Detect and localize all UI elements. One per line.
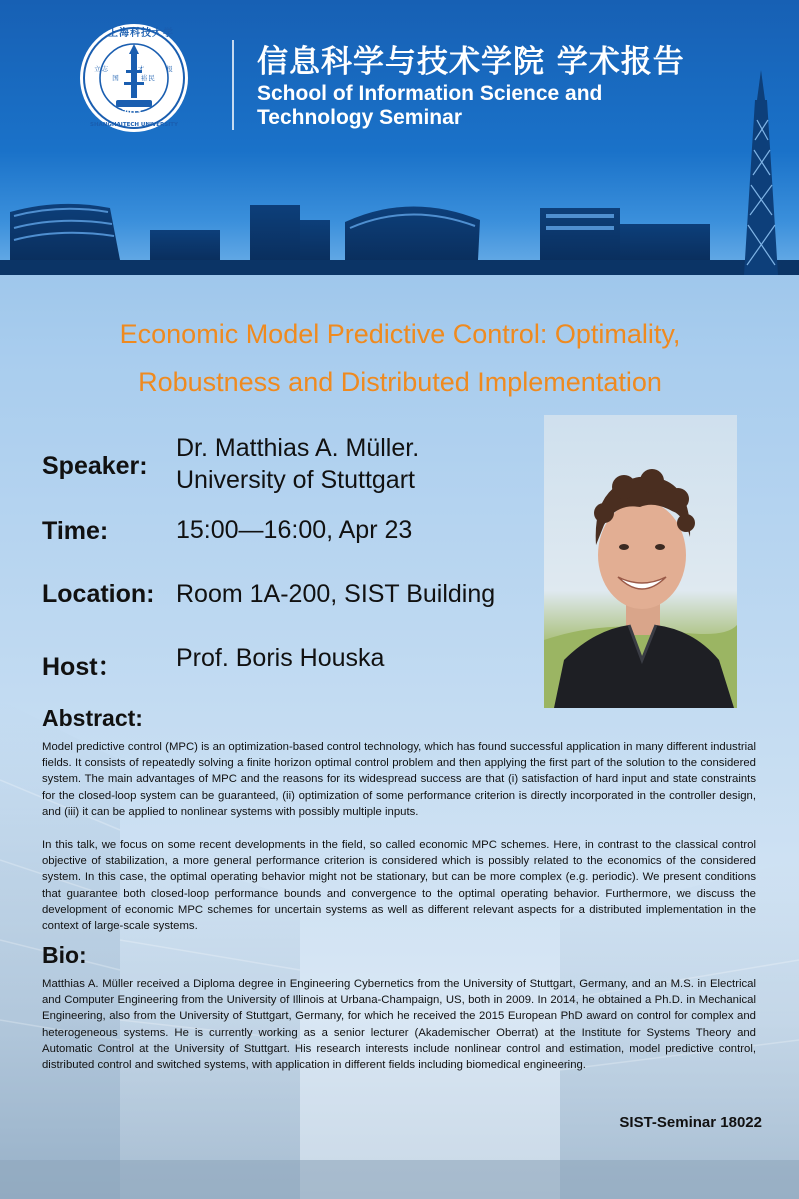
seminar-title-line1: Economic Model Predictive Control: Optimality, [119, 319, 681, 349]
header-title-cn: 信息科学与技术学院 学术报告 [257, 44, 685, 80]
speaker-photo [544, 415, 737, 708]
host-label: Host： [42, 653, 123, 681]
location-value: Room 1A-200, SIST Building [176, 580, 496, 608]
abstract-paragraph-1: Model predictive control (MPC) is an optimization-based control technology, which has found successful application in many different industrial fields. It consists of repeatedly solving a finite horizon optimal control problem and then applying the first part of the solution to the considered system. The main advantages of MPC and the reasons for its widespread success are that (i) satisfaction of hard input and state constraints for the closed-loop system can be guaranteed, (ii) optimization of some performance criterion is directly incorporated in the controller design, and (iii) it can be applied to nonlinear systems with possibly multiple inputs. [42, 741, 756, 818]
header-title-en-line1: School of Information Science and [257, 82, 603, 105]
seminar-title [40, 310, 760, 406]
header-divider [232, 40, 234, 130]
location-label: Location: [42, 580, 155, 608]
abstract-heading: Abstract: [42, 705, 143, 731]
logo-motto: 立志 成才 报国 裕民 [94, 65, 174, 82]
bio-paragraph: Matthias A. Müller received a Diploma degree in Engineering Cybernetics from the University of Stuttgart, Germany, and an M.S. in Electrical and Computer Engineering from the University of Illinois at Urbana-Champaign, US, both in 2009. In 2014, he obtained a Ph.D. in Mechanical Engineering, also from the University of Stuttgart, Germany, for which he received the 2015 European PhD award on control for complex and heterogeneous systems. He is currently working as a senior lecturer (Akademischer Oberrat) at the Institute for Systems Theory and Automatic Control at the University of Stuttgart. His research interests include nonlinear control and estimation, model predictive control, distributed control and switched systems, with application in different fields including biomedical engineering. [42, 978, 756, 1072]
lattice-tower-icon [738, 70, 784, 275]
speaker-name: Dr. Matthias A. Müller. [176, 434, 420, 462]
speaker-label: Speaker: [42, 452, 148, 480]
logo-text-bottom: SHANGHAITECH UNIVERSITY [89, 122, 178, 128]
header-title-en-line2: Technology Seminar [257, 106, 462, 129]
bio-heading: Bio: [42, 942, 87, 968]
seminar-title-line2: Robustness and Distributed Implementation [138, 367, 662, 397]
logo-text-top: 上海科技大学 [108, 28, 174, 39]
logo-year: 2013 [122, 108, 142, 116]
speaker-value [176, 432, 419, 496]
abstract-paragraph-2: In this talk, we focus on some recent developments in the field, so called economic MPC schemes. Here, in contrast to the classical control objective of stabilization, a more general performance criterion is considered which is possibly related to the economics of the considered system. In this case, the optimal operating behavior might not be stationary, but can be more complex (e.g. periodic). We present conditions that guarantee both closed-loop performance bounds and convergence to the optimal operating behavior. Furthermore, we discuss the development of economic MPC schemes for uncertain systems as well as different relevant aspects for a distributed implementation in the context of large-scale systems. [42, 839, 756, 933]
header-title-en [257, 82, 602, 130]
time-label: Time: [42, 517, 109, 545]
time-value: 15:00—16:00, Apr 23 [176, 516, 413, 544]
campus-skyline-icon [0, 150, 799, 275]
seminar-id: SIST-Seminar 18022 [619, 1114, 762, 1131]
speaker-portrait-icon [544, 415, 737, 708]
header-banner [0, 0, 799, 275]
speaker-affiliation: University of Stuttgart [176, 466, 415, 494]
host-value: Prof. Boris Houska [176, 644, 385, 672]
